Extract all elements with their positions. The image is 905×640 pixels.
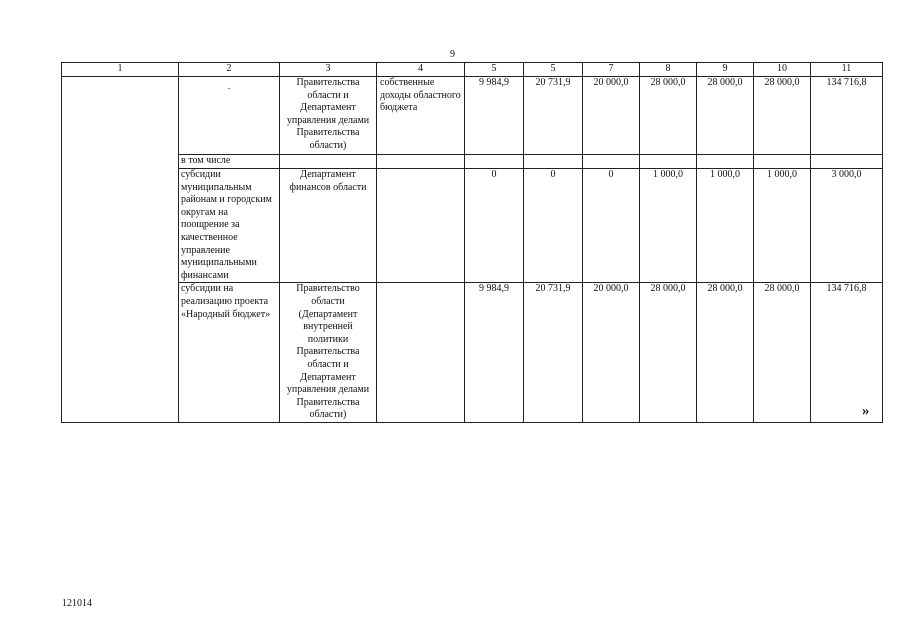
- value-cell: 9 984,9: [465, 283, 524, 423]
- measure-cell: в том числе: [179, 155, 280, 169]
- executor-cell: [280, 155, 377, 169]
- value-cell: [754, 155, 811, 169]
- value-cell: 1 000,0: [697, 169, 754, 283]
- total-cell: 134 716,8: [811, 283, 883, 423]
- header-cell: 7: [583, 63, 640, 77]
- table-row: [62, 155, 883, 169]
- value-cell: 20 731,9: [524, 77, 583, 155]
- header-cell: 11: [811, 63, 883, 77]
- executor-cell: Правительство области (Департамент внутренней политики Правительства области и Департамент управления делами Правительства области): [280, 283, 377, 423]
- funding-source-cell: [377, 169, 465, 283]
- measure-cell: субсидии на реализацию проекта «Народный бюджет»: [179, 283, 280, 423]
- page-number: 9: [450, 49, 455, 60]
- value-cell: [697, 155, 754, 169]
- value-cell: 28 000,0: [640, 283, 697, 423]
- header-cell: 5: [465, 63, 524, 77]
- budget-table: [61, 62, 883, 423]
- value-cell: 28 000,0: [697, 77, 754, 155]
- total-cell: 134 716,8: [811, 77, 883, 155]
- header-cell: 3: [280, 63, 377, 77]
- value-cell: 1 000,0: [640, 169, 697, 283]
- value-cell: 28 000,0: [640, 77, 697, 155]
- value-cell: 28 000,0: [697, 283, 754, 423]
- program-cell: [62, 77, 179, 423]
- table-row: [62, 283, 883, 423]
- value-cell: 9 984,9: [465, 77, 524, 155]
- total-cell: [811, 155, 883, 169]
- total-cell: 3 000,0: [811, 169, 883, 283]
- table-row: [62, 77, 883, 155]
- header-cell: 4: [377, 63, 465, 77]
- document-code: 121014: [62, 598, 92, 609]
- value-cell: 1 000,0: [754, 169, 811, 283]
- value-cell: 28 000,0: [754, 77, 811, 155]
- header-row: [62, 63, 883, 77]
- value-cell: 28 000,0: [754, 283, 811, 423]
- header-cell: 10: [754, 63, 811, 77]
- header-cell: 2: [179, 63, 280, 77]
- funding-source-cell: [377, 283, 465, 423]
- value-cell: 0: [524, 169, 583, 283]
- value-cell: [524, 155, 583, 169]
- funding-source-cell: [377, 155, 465, 169]
- value-cell: 20 000,0: [583, 283, 640, 423]
- header-cell: 8: [640, 63, 697, 77]
- table-row: [62, 169, 883, 283]
- value-cell: 0: [583, 169, 640, 283]
- value-cell: [583, 155, 640, 169]
- dash-mark: -: [227, 83, 231, 94]
- executor-cell: Правительства области и Департамент управления делами Правительства области): [280, 77, 377, 155]
- value-cell: 20 000,0: [583, 77, 640, 155]
- value-cell: 0: [465, 169, 524, 283]
- measure-cell: [179, 77, 280, 155]
- header-cell: 5: [524, 63, 583, 77]
- header-cell: 9: [697, 63, 754, 77]
- executor-cell: Департамент финансов области: [280, 169, 377, 283]
- value-cell: [465, 155, 524, 169]
- value-cell: 20 731,9: [524, 283, 583, 423]
- value-cell: [640, 155, 697, 169]
- measure-cell: субсидии муниципальным районам и городским округам на поощрение за качественное управление муниципальными финансами: [179, 169, 280, 283]
- closing-quote: »: [862, 403, 870, 419]
- funding-source-cell: собственные доходы областного бюджета: [377, 77, 465, 155]
- header-cell: 1: [62, 63, 179, 77]
